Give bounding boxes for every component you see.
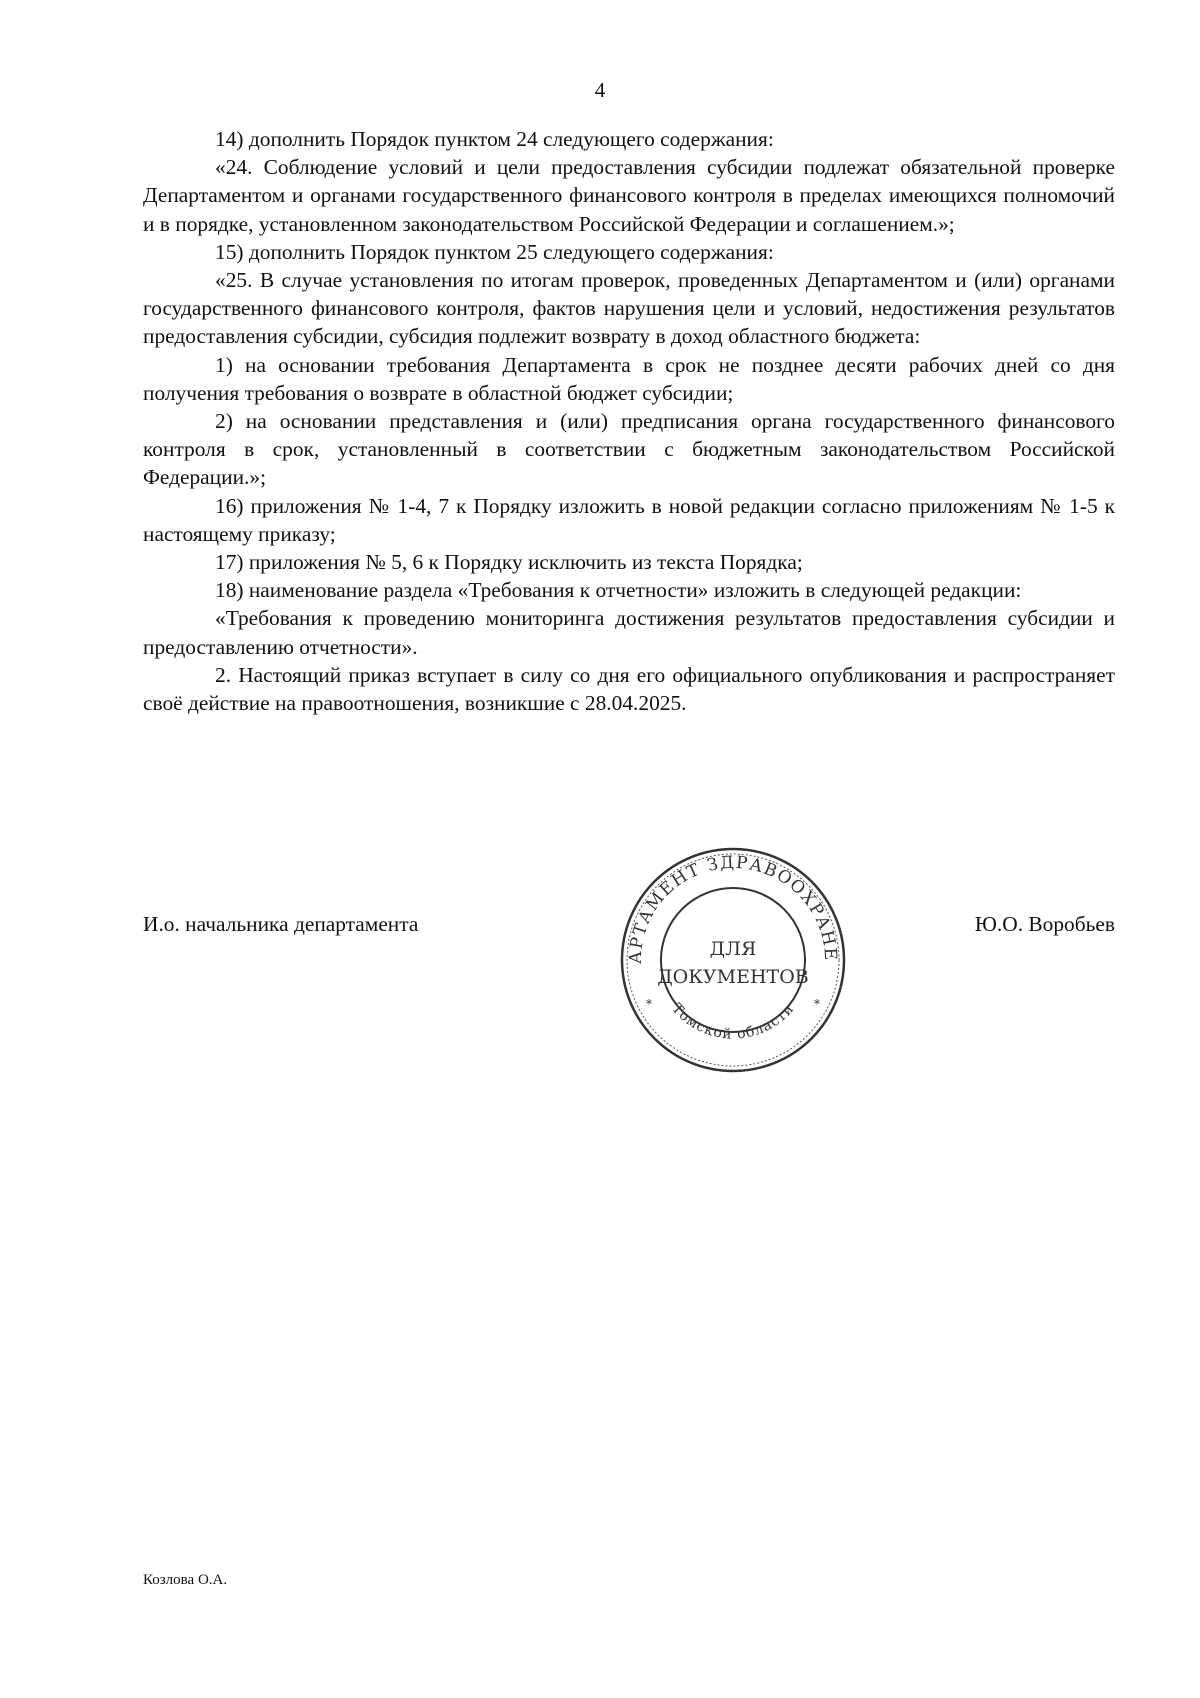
document-body [143,125,1115,717]
page-number: 4 [594,78,606,102]
svg-text:*: * [646,997,652,1011]
svg-text:ДЛЯ: ДЛЯ [709,938,757,960]
paragraph-subitem-1: 1) на основании требования Департамента в срок не позднее десяти рабочих дней со дня получения требования о возврате в областной бюджет субсидии; [143,352,1115,405]
paragraph-clause-24: «24. Соблюдение условий и цели предоставления субсидии подлежат обязательной проверке Департаментом и органами государственного финансового контроля в пределах имеющихся полномочий и в порядке, установленном законодательством Российской Федерации и соглашением.»; [143,155,1115,236]
executor-name: Козлова О.А. [143,1572,228,1588]
svg-text:*: * [814,997,820,1011]
paragraph-effective-date: 2. Настоящий приказ вступает в силу со дня его официального опубликования и распространяет своё действие на правоотношения, возникшие с 28.04.2025. [143,662,1115,716]
paragraph-section-title: «Требования к проведению мониторинга достижения результатов предоставления субсидии и предоставлению отчетности». [143,606,1115,659]
paragraph-item-17: 17) приложения № 5, 6 к Порядку исключить из текста Порядка; [215,550,803,575]
paragraph-clause-25: «25. В случае установления по итогам проверок, проведенных Департаментом и (или) органами государственного финансового контроля, фактов нарушения цели и условий, недостижения результатов предоставления субсидии, субсидия подлежит возврату в доход областного бюджета: [143,268,1115,349]
svg-text:ДЕПАРТАМЕНТ ЗДРАВООХРАНЕНИЯ: АРТАМЕНТ ЗДРАВООХРАНЕ [625,852,841,965]
paragraph-item-18: 18) наименование раздела «Требования к отчетности» изложить в следующей редакции: [215,578,1022,603]
paragraph-item-16: 16) приложения № 1-4, 7 к Порядку изложить в новой редакции согласно приложениям № 1-5 к настоящему приказу; [143,493,1115,546]
stamp-seal-icon [618,845,848,1075]
paragraph-item-14: 14) дополнить Порядок пунктом 24 следующего содержания: [215,127,774,151]
svg-text:Томской области: Томской области [668,1000,798,1043]
signatory-position: И.о. начальника департамента [143,912,419,936]
signatory-name: Ю.О. Воробьев [974,912,1115,936]
paragraph-item-15: 15) дополнить Порядок пунктом 25 следующего содержания: [215,239,774,264]
paragraph-subitem-2: 2) на основании представления и (или) предписания органа государственного финансового контроля в срок, установленный в соответствии с бюджетным законодательством Российской Федерации.»; [143,409,1115,490]
svg-text:ДОКУМЕНТОВ: ДОКУМЕНТОВ [657,966,809,988]
official-stamp [618,845,848,1075]
